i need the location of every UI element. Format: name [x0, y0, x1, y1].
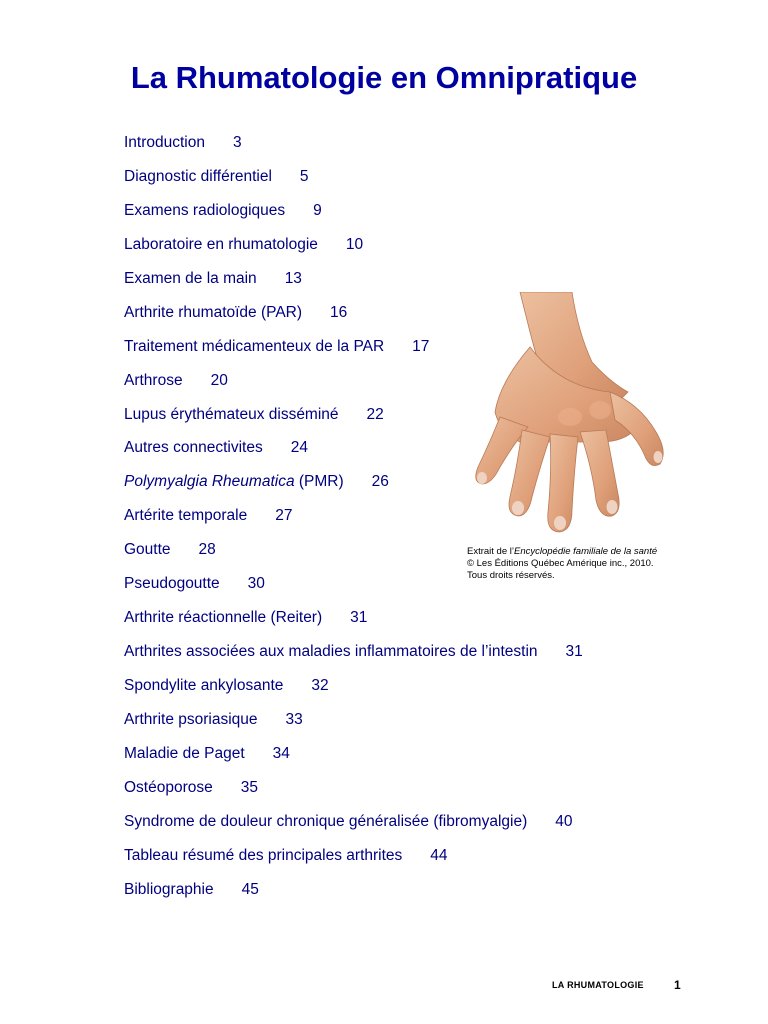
credit-line-2: © Les Éditions Québec Amérique inc., 2010. [467, 558, 654, 569]
toc-label: Introduction [124, 134, 205, 151]
toc-label: Autres connectivites [124, 439, 263, 457]
toc-label: Arthrite psoriasique [124, 710, 258, 728]
toc-label: Traitement médicamenteux de la PAR [124, 337, 385, 355]
toc-entry[interactable] [124, 812, 583, 846]
toc-label: Examens radiologiques [124, 201, 286, 219]
toc-link[interactable] [124, 236, 363, 253]
toc-label: Arthrite réactionnelle (Reiter) [124, 609, 323, 627]
toc-entry[interactable] [124, 642, 583, 676]
toc-page: 27 [275, 507, 293, 525]
toc-link[interactable] [124, 439, 308, 456]
toc-entry[interactable] [124, 676, 583, 710]
toc-link[interactable] [124, 779, 258, 796]
toc-label: Artérite temporale [124, 507, 248, 525]
toc-label: Arthrite rhumatoïde (PAR) [124, 303, 303, 321]
toc-label: Spondylite ankylosante [124, 677, 284, 694]
toc-link[interactable] [124, 541, 216, 558]
book-title: Encyclopédie familiale de la santé [514, 546, 658, 557]
toc-page: 44 [430, 846, 448, 864]
toc-entry[interactable] [124, 880, 583, 914]
toc-entry[interactable] [124, 710, 583, 744]
toc-label: Arthrites associées aux maladies inflammatoires de l’intestin [124, 643, 538, 661]
toc-link[interactable] [124, 745, 290, 762]
toc-page: 45 [241, 880, 259, 898]
toc-link[interactable] [124, 134, 242, 151]
toc-page: 26 [371, 473, 389, 491]
toc-entry[interactable] [124, 201, 583, 235]
toc-label: Syndrome de douleur chronique généralisée (fibromyalgie) [124, 812, 528, 830]
toc-entry[interactable] [124, 846, 583, 880]
toc-page: 31 [350, 609, 368, 627]
toc-link[interactable] [124, 304, 347, 321]
toc-page: 35 [240, 778, 258, 796]
toc-page: 30 [247, 575, 265, 593]
toc-label: (PMR) [294, 473, 344, 491]
toc-entry[interactable] [124, 778, 583, 812]
toc-page: 24 [290, 439, 308, 457]
toc-label: Pseudogoutte [124, 575, 220, 593]
toc-page: 9 [313, 201, 322, 219]
running-footer: LA RHUMATOLOGIE [552, 980, 644, 990]
toc-page: 33 [285, 710, 303, 728]
toc-entry[interactable] [124, 608, 583, 642]
toc-link[interactable] [124, 881, 259, 898]
toc-page: 34 [272, 744, 290, 762]
image-credit [467, 546, 657, 582]
toc-link[interactable] [124, 168, 309, 185]
toc-entry[interactable] [124, 744, 583, 778]
toc-link[interactable] [124, 406, 384, 423]
toc-link[interactable] [124, 813, 572, 830]
toc-page: 17 [412, 337, 430, 355]
toc-page: 22 [366, 405, 384, 423]
toc-link[interactable] [124, 609, 367, 626]
toc-label: Maladie de Paget [124, 744, 245, 762]
toc-page: 28 [198, 541, 216, 559]
toc-label-italic: Polymyalgia Rheumatica [124, 473, 295, 491]
toc-page: 13 [284, 269, 302, 287]
toc-entry[interactable] [124, 167, 583, 201]
toc-entry[interactable] [124, 235, 583, 269]
toc-page: 20 [210, 371, 228, 389]
toc-label: Diagnostic différentiel [124, 167, 272, 185]
credit-line-3: Tous droits réservés. [467, 570, 555, 581]
toc-label: Ostéoporose [124, 778, 213, 796]
toc-link[interactable] [124, 575, 265, 592]
hand-illustration [460, 292, 670, 542]
toc-link[interactable] [124, 473, 389, 490]
toc-link[interactable] [124, 507, 292, 524]
toc-label: Arthrose [124, 371, 183, 389]
toc-page: 40 [555, 812, 573, 830]
toc-label: Bibliographie [124, 880, 214, 898]
toc-link[interactable] [124, 677, 329, 694]
toc-page: 16 [330, 303, 348, 321]
toc-link[interactable] [124, 270, 302, 287]
toc-label: Tableau résumé des principales arthrites [124, 846, 403, 864]
toc-label: Lupus érythémateux disséminé [124, 405, 339, 423]
toc-label: Goutte [124, 541, 171, 559]
toc-link[interactable] [124, 202, 322, 219]
toc-page: 32 [311, 677, 329, 694]
toc-link[interactable] [124, 711, 303, 728]
toc-label: Examen de la main [124, 269, 257, 287]
toc-page: 5 [299, 167, 309, 185]
toc-link[interactable] [124, 338, 429, 355]
toc-entry[interactable] [124, 133, 583, 167]
toc-link[interactable] [124, 372, 228, 389]
toc-link[interactable] [124, 643, 583, 660]
toc-page: 31 [565, 643, 583, 661]
credit-line-1: Extrait de l’Encyclopédie familiale de la santé [467, 546, 658, 557]
page-number: 1 [674, 978, 681, 992]
toc-link[interactable] [124, 847, 448, 864]
toc-page: 10 [345, 235, 364, 253]
toc-label: Laboratoire en rhumatologie [124, 235, 318, 253]
toc-page: 3 [233, 134, 242, 151]
page-title: La Rhumatologie en Omnipratique [130, 60, 638, 95]
